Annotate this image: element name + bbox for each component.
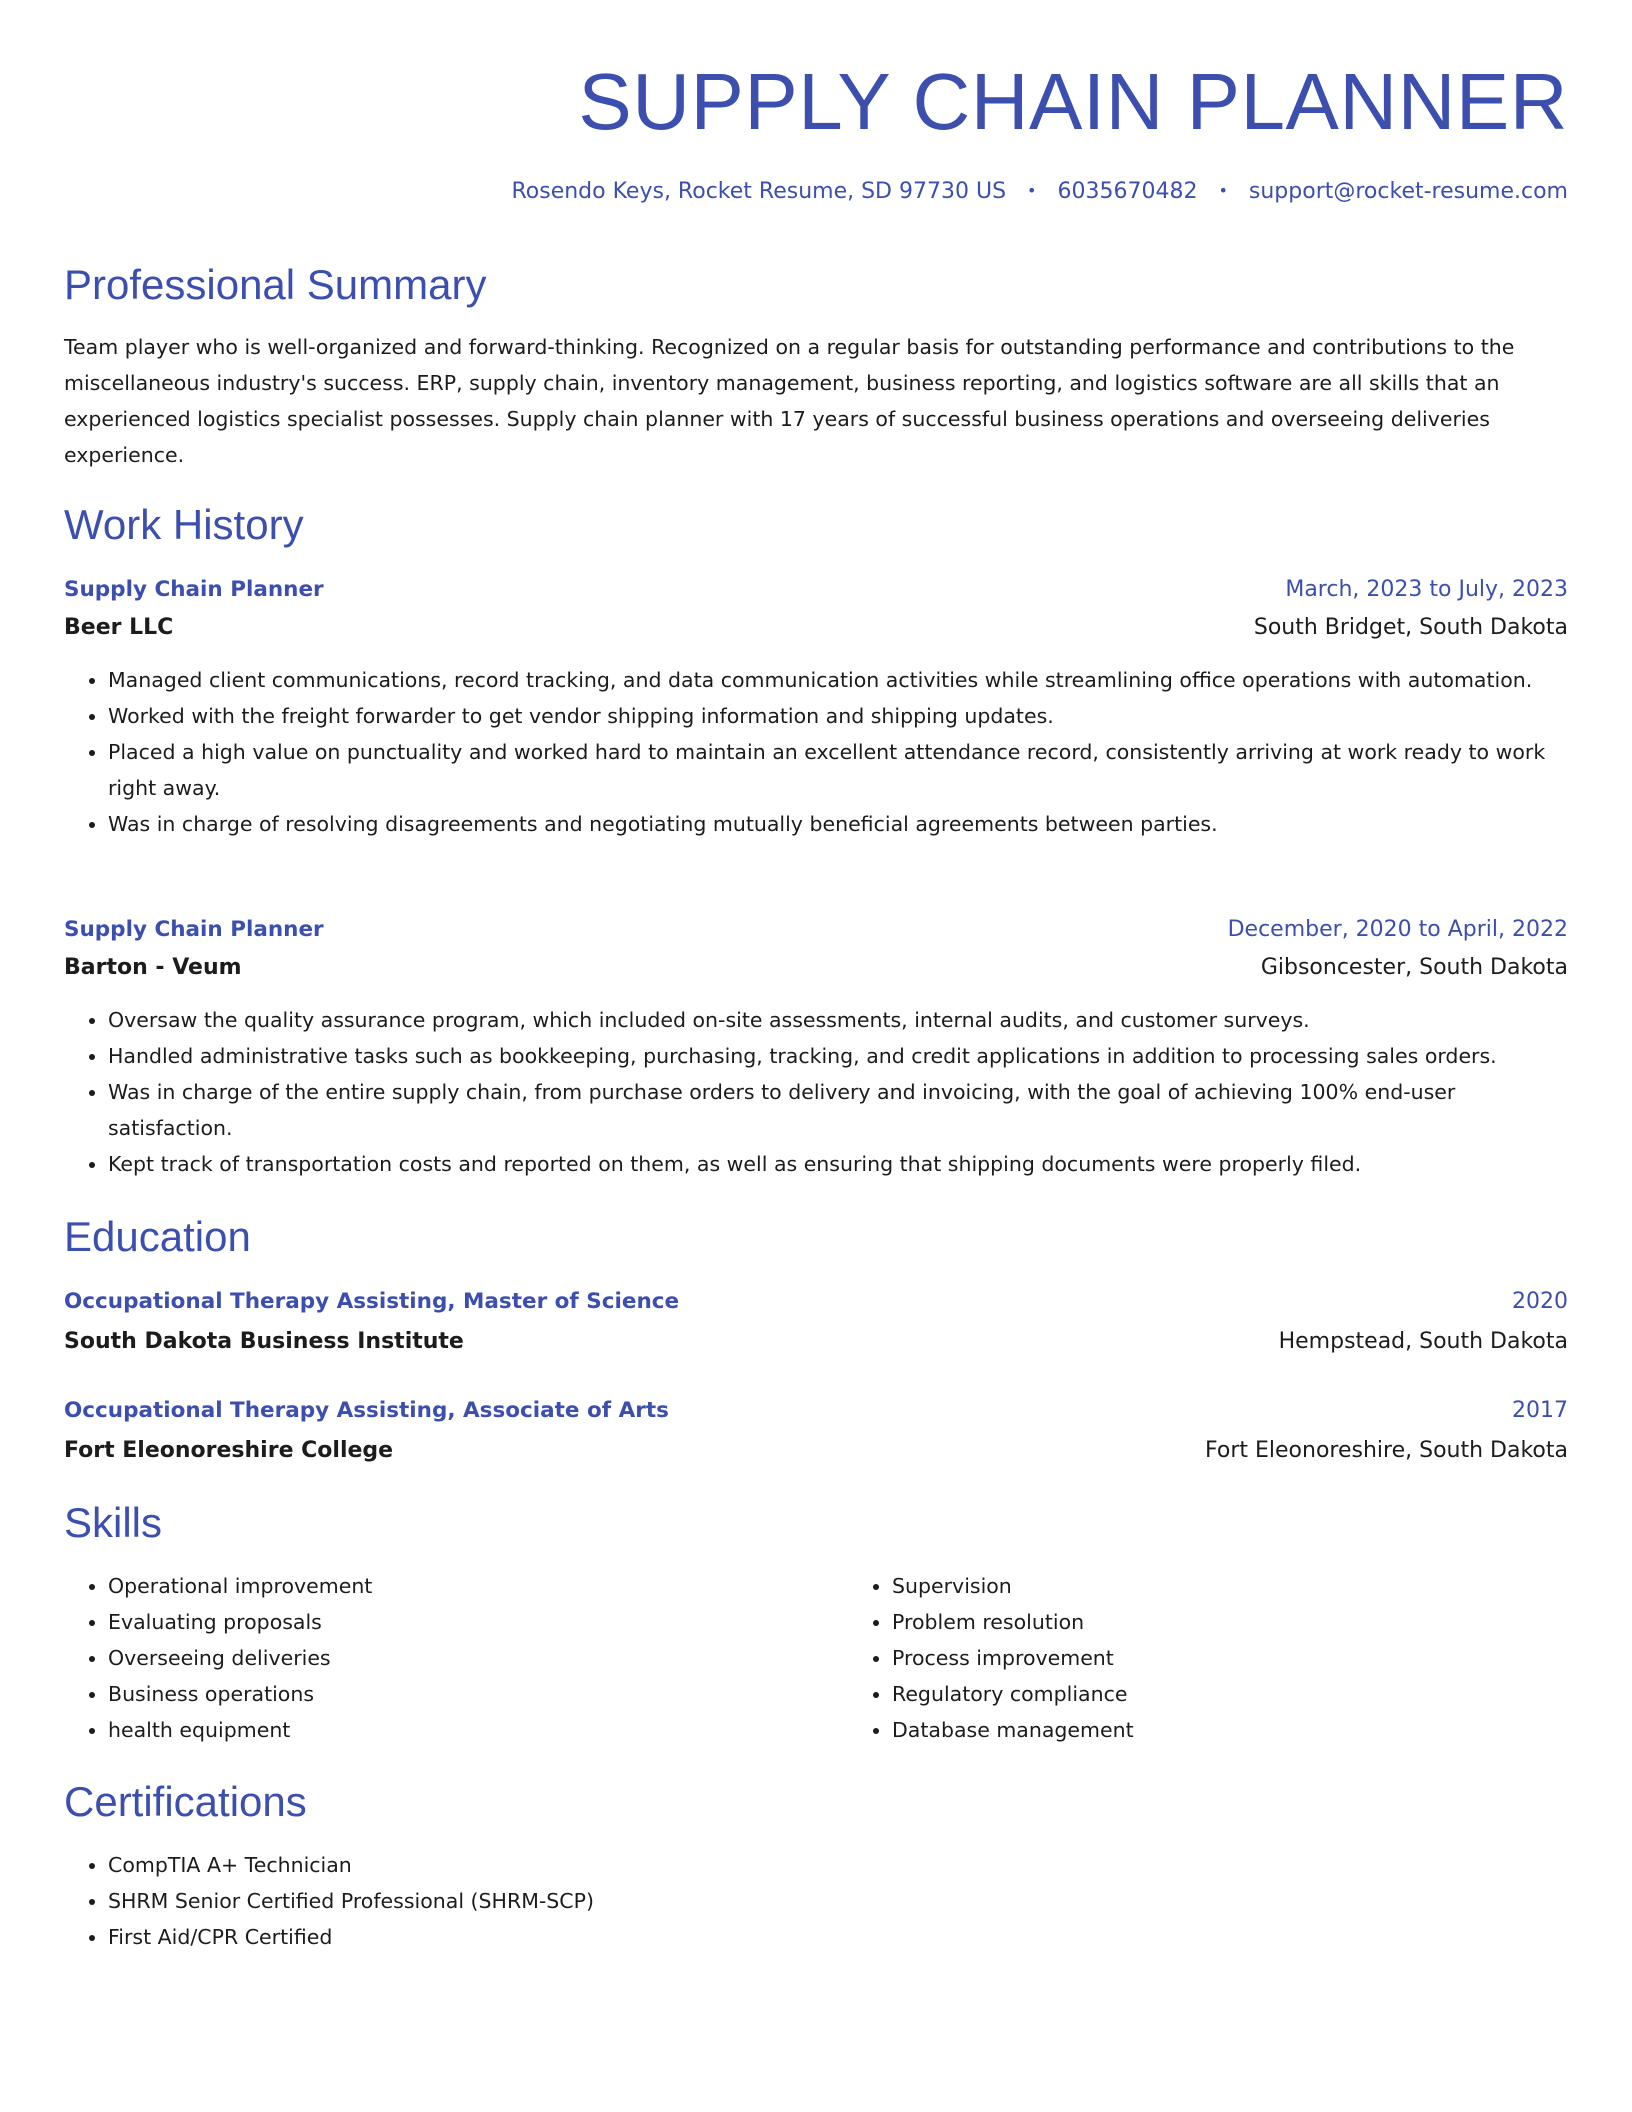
education-degree: Occupational Therapy Assisting, Master of Science xyxy=(64,1289,680,1314)
summary-text: Team player who is well-organized and forward-thinking. Recognized on a regular basis for outstanding performance and contributions to the miscellaneous industry's success. ERP, supply chain, inventory management, business reporting, and logistics software are all skills that an experienced logistics specialist possesses. Supply chain planner with 17 years of successful business operations and overseeing deliveries experience. xyxy=(64,335,1515,467)
section-title-skills: Skills xyxy=(64,1499,163,1546)
job-company: Beer LLC xyxy=(64,615,174,640)
candidate-title: SUPPLY CHAIN PLANNER xyxy=(578,57,1568,146)
job-role: Supply Chain Planner xyxy=(64,917,324,942)
list-item: • Oversaw the quality assurance program, which included on-site assessments, internal audits, and customer surveys. xyxy=(108,1002,1568,1038)
list-item: • Supervision xyxy=(892,1568,1632,1604)
list-item: • Overseeing deliveries xyxy=(108,1640,848,1676)
contact-line xyxy=(64,176,1568,207)
job-dates: December, 2020 to April, 2022 xyxy=(1227,917,1568,942)
job-dates: March, 2023 to July, 2023 xyxy=(1285,577,1568,602)
separator-dot: • xyxy=(1218,181,1228,200)
education-degree: Occupational Therapy Assisting, Associate of Arts xyxy=(64,1398,669,1423)
education-entry xyxy=(64,1393,1568,1469)
resume-header xyxy=(64,52,1568,152)
list-item: • Business operations xyxy=(108,1676,848,1712)
contact-email[interactable]: support@rocket-resume.com xyxy=(1248,179,1568,204)
education-section xyxy=(64,1211,1568,1263)
list-item: • Managed client communications, record tracking, and data communication activities while streamlining office operations with automation. xyxy=(108,662,1568,698)
list-item: • Kept track of transportation costs and reported on them, as well as ensuring that shipping documents were properly filed. xyxy=(108,1146,1568,1182)
list-item: • CompTIA A+ Technician xyxy=(108,1847,1568,1883)
certifications-section xyxy=(64,1776,1568,1828)
skills-list xyxy=(64,1568,1568,1748)
list-item: • health equipment xyxy=(108,1712,848,1748)
list-item: • Database management xyxy=(892,1712,1632,1748)
list-item: • Evaluating proposals xyxy=(108,1604,848,1640)
education-entry xyxy=(64,1284,1568,1360)
list-item: • Handled administrative tasks such as bookkeeping, purchasing, tracking, and credit applications in addition to processing sales orders. xyxy=(108,1038,1568,1074)
list-item: • Was in charge of resolving disagreements and negotiating mutually beneficial agreements between parties. xyxy=(108,806,1568,842)
contact-phone[interactable]: 6035670482 xyxy=(1057,179,1198,204)
list-item: • Operational improvement xyxy=(108,1568,848,1604)
education-year: 2020 xyxy=(1512,1289,1568,1314)
list-item: • Regulatory compliance xyxy=(892,1676,1632,1712)
section-title-education: Education xyxy=(64,1213,251,1260)
list-item: • Problem resolution xyxy=(892,1604,1632,1640)
education-location: Fort Eleonoreshire, South Dakota xyxy=(1205,1438,1568,1463)
list-item: • SHRM Senior Certified Professional (SHRM-SCP) xyxy=(108,1883,1568,1919)
section-title-work: Work History xyxy=(64,501,304,548)
separator-dot: • xyxy=(1027,181,1037,200)
education-school: Fort Eleonoreshire College xyxy=(64,1438,394,1463)
list-item: • Process improvement xyxy=(892,1640,1632,1676)
certifications-bullets xyxy=(64,1847,1568,1955)
education-school: South Dakota Business Institute xyxy=(64,1329,464,1354)
skills-section xyxy=(64,1497,1568,1549)
job-entry xyxy=(64,572,1568,842)
job-entry xyxy=(64,912,1568,1182)
section-title-certifications: Certifications xyxy=(64,1778,307,1825)
summary-body xyxy=(64,329,1568,473)
list-item: • Worked with the freight forwarder to get vendor shipping information and shipping updates. xyxy=(108,698,1568,734)
job-location: Gibsoncester, South Dakota xyxy=(1260,955,1568,980)
job-location: South Bridget, South Dakota xyxy=(1253,615,1568,640)
education-location: Hempstead, South Dakota xyxy=(1278,1329,1568,1354)
summary-section xyxy=(64,259,1568,311)
job-role: Supply Chain Planner xyxy=(64,577,324,602)
list-item: • First Aid/CPR Certified xyxy=(108,1919,1568,1955)
work-section xyxy=(64,499,1568,551)
section-title-summary: Professional Summary xyxy=(64,261,487,308)
education-year: 2017 xyxy=(1512,1398,1568,1423)
certifications-list xyxy=(64,1847,1568,1955)
list-item: • Was in charge of the entire supply chain, from purchase orders to delivery and invoicing, with the goal of achieving 100% end-user satisfaction. xyxy=(108,1074,1568,1146)
job-bullets xyxy=(64,1002,1568,1182)
skills-column-left xyxy=(64,1568,848,1748)
job-company: Barton - Veum xyxy=(64,955,242,980)
job-bullets xyxy=(64,662,1568,842)
list-item: • Placed a high value on punctuality and worked hard to maintain an excellent attendance record, consistently arriving at work ready to work right away. xyxy=(108,734,1568,806)
contact-address: Rosendo Keys, Rocket Resume, SD 97730 US xyxy=(511,179,1007,204)
skills-column-right xyxy=(848,1568,1632,1748)
